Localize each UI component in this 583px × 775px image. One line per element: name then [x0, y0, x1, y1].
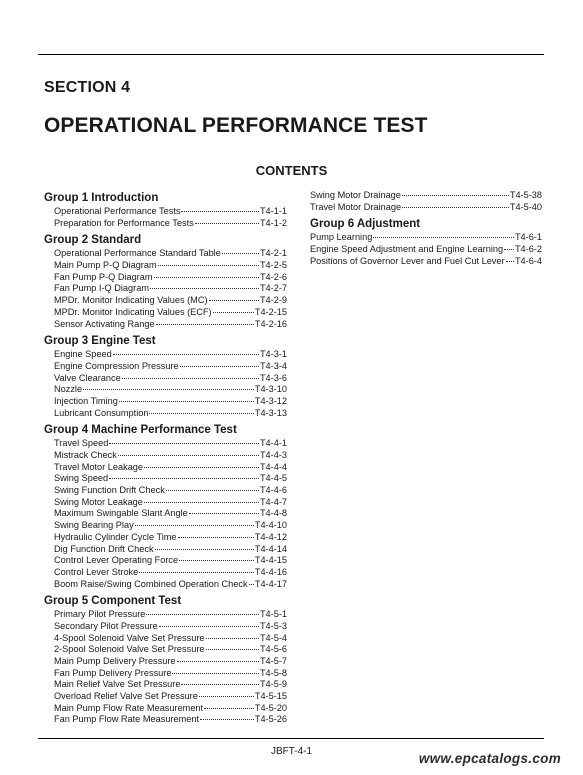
toc-entry-page: T4-3-13	[254, 407, 287, 418]
toc-entry[interactable]	[310, 244, 542, 256]
dot-leader	[154, 277, 259, 278]
toc-entry[interactable]	[44, 438, 287, 450]
toc-entry[interactable]	[44, 218, 287, 230]
toc-entry-page: T4-6-1	[514, 232, 542, 243]
dot-leader	[373, 237, 514, 238]
toc-entry-title: Hydraulic Cylinder Cycle Time	[54, 531, 177, 542]
toc-entry-title: Swing Bearing Play	[54, 520, 134, 531]
toc-entry-title: Swing Speed	[54, 473, 109, 484]
toc-entry[interactable]	[44, 485, 287, 497]
toc-entry-title: Positions of Governor Lever and Fuel Cut Lever	[310, 255, 505, 266]
toc-entry-page: T4-4-14	[254, 543, 287, 554]
dot-leader	[113, 354, 259, 355]
toc-entry-title: Swing Function Drift Check	[54, 485, 165, 496]
toc-entry-page: T4-4-15	[254, 555, 287, 566]
toc-entry[interactable]	[310, 202, 542, 214]
dot-leader	[109, 443, 259, 444]
dot-leader	[144, 502, 259, 503]
toc-entry-title: MPDr. Monitor Indicating Values (ECF)	[54, 306, 212, 317]
toc-entry-page: T4-2-16	[254, 318, 287, 329]
toc-entry[interactable]	[44, 567, 287, 579]
toc-entry-title: Injection Timing	[54, 395, 118, 406]
toc-entry-title: Secondary Pilot Pressure	[54, 620, 158, 631]
toc-entry-page: T4-4-3	[259, 450, 287, 460]
toc-entry-title: Travel Motor Drainage	[310, 201, 402, 212]
toc-entry-page: T4-5-20	[254, 702, 287, 713]
toc-entry-page: T4-2-1	[259, 248, 287, 259]
toc-entry-title: Main Pump P-Q Diagram	[54, 260, 157, 271]
toc-entry-title: Control Lever Operating Force	[54, 555, 179, 566]
toc-entry[interactable]	[44, 668, 287, 680]
toc-entry-title: Engine Speed	[54, 349, 112, 360]
toc-entry[interactable]	[44, 544, 287, 556]
toc-entry[interactable]	[44, 462, 287, 474]
dot-leader	[213, 312, 254, 313]
toc-entry-title: Swing Motor Leakage	[54, 496, 143, 507]
toc-column-right	[310, 190, 542, 267]
toc-entry-page: T4-2-9	[259, 295, 287, 306]
toc-entry-title: Fan Pump P-Q Diagram	[54, 271, 153, 282]
toc-entry-page: T4-4-6	[259, 485, 287, 496]
toc-entry-title: Operational Performance Standard Table	[54, 248, 221, 259]
dot-leader	[181, 684, 258, 685]
dot-leader	[149, 413, 253, 414]
toc-entry-page: T4-4-16	[254, 566, 287, 577]
toc-entry[interactable]	[44, 384, 287, 396]
group-title: Group 4 Machine Performance Test	[44, 424, 237, 437]
dot-leader	[189, 513, 259, 514]
toc-entry[interactable]	[44, 714, 287, 726]
toc-entry-page: T4-2-6	[259, 271, 287, 282]
toc-entry[interactable]	[44, 248, 287, 260]
toc-entry[interactable]	[44, 621, 287, 633]
toc-entry[interactable]	[44, 319, 287, 331]
dot-leader	[156, 324, 254, 325]
dot-leader	[139, 572, 254, 573]
toc-entry-title: Fan Pump I-Q Diagram	[54, 283, 149, 294]
toc-entry-page: T4-5-4	[259, 632, 287, 643]
dot-leader	[199, 696, 254, 697]
toc-entry[interactable]	[44, 609, 287, 621]
toc-entry-page: T4-5-8	[259, 667, 287, 678]
toc-entry-page: T4-3-4	[259, 360, 287, 371]
toc-entry-title: Main Pump Flow Rate Measurement	[54, 702, 204, 713]
toc-entry-page: T4-4-8	[259, 508, 287, 519]
toc-column-left	[44, 190, 287, 726]
dot-leader	[180, 366, 259, 367]
dot-leader	[249, 584, 254, 585]
section-label: SECTION 4	[44, 79, 131, 96]
toc-entry[interactable]	[44, 644, 287, 656]
toc-entry-title: 4-Spool Solenoid Valve Set Pressure	[54, 632, 205, 643]
group-title: Group 2 Standard	[44, 234, 142, 247]
toc-entry[interactable]	[310, 232, 542, 244]
toc-entry-title: MPDr. Monitor Indicating Values (MC)	[54, 295, 208, 306]
toc-entry-page: T4-5-38	[509, 190, 542, 200]
toc-entry-title: 2-Spool Solenoid Valve Set Pressure	[54, 644, 205, 655]
toc-entry-page: T4-4-10	[254, 520, 287, 531]
toc-entry-title: Travel Motor Leakage	[54, 461, 144, 472]
dot-leader	[204, 708, 254, 709]
toc-entry-page: T4-5-3	[259, 620, 287, 631]
dot-leader	[83, 389, 254, 390]
toc-entry-page: T4-4-5	[259, 473, 287, 484]
toc-entry[interactable]	[44, 450, 287, 462]
toc-entry-title: Valve Clearance	[54, 372, 121, 383]
toc-entry-page: T4-4-4	[259, 461, 287, 472]
toc-entry-title: Operational Performance Tests	[54, 206, 181, 216]
dot-leader	[166, 490, 259, 491]
dot-leader	[402, 207, 509, 208]
dot-leader	[172, 673, 259, 674]
toc-entry-page: T4-1-2	[259, 217, 287, 228]
dot-leader	[146, 614, 259, 615]
toc-entry-title: Fan Pump Flow Rate Measurement	[54, 714, 200, 725]
toc-entry[interactable]	[44, 349, 287, 361]
toc-entry[interactable]	[44, 396, 287, 408]
dot-leader	[159, 626, 259, 627]
toc-entry-page: T4-3-6	[259, 372, 287, 383]
toc-entry-title: Overload Relief Valve Set Pressure	[54, 691, 198, 702]
dot-leader	[155, 549, 254, 550]
toc-entry[interactable]	[44, 283, 287, 295]
toc-entry-title: Boom Raise/Swing Combined Operation Check	[54, 578, 248, 589]
group-title: Group 3 Engine Test	[44, 335, 156, 348]
dot-leader	[144, 467, 259, 468]
toc-entry[interactable]	[44, 555, 287, 567]
toc-entry-page: T4-2-7	[259, 283, 287, 294]
dot-leader	[177, 661, 259, 662]
toc-entry-title: Nozzle	[54, 384, 83, 395]
toc-entry-page: T4-5-15	[254, 691, 287, 702]
toc-entry[interactable]	[310, 256, 542, 268]
toc-entry-title: Engine Speed Adjustment and Engine Learning	[310, 244, 504, 255]
toc-entry-page: T4-3-12	[254, 395, 287, 406]
toc-entry[interactable]	[44, 532, 287, 544]
toc-entry[interactable]	[44, 473, 287, 485]
toc-entry-title: Control Lever Stroke	[54, 566, 139, 577]
toc-entry[interactable]	[44, 520, 287, 532]
toc-entry-title: Sensor Activating Range	[54, 318, 155, 329]
toc-entry-page: T4-5-9	[259, 679, 287, 690]
toc-entry-page: T4-1-1	[259, 206, 287, 216]
toc-entry-page: T4-4-17	[254, 578, 287, 589]
toc-entry-title: Fan Pump Delivery Pressure	[54, 667, 172, 678]
toc-entry[interactable]	[44, 656, 287, 668]
group-title: Group 1 Introduction	[44, 192, 159, 204]
toc-entry-page: T4-5-26	[254, 714, 287, 725]
dot-leader	[504, 249, 514, 250]
toc-entry-title: Travel Speed	[54, 438, 109, 449]
dot-leader	[179, 560, 254, 561]
dot-leader	[506, 261, 514, 262]
dot-leader	[122, 378, 259, 379]
toc-entry-page: T4-2-15	[254, 306, 287, 317]
contents-heading: CONTENTS	[255, 163, 328, 178]
dot-leader	[200, 719, 254, 720]
toc-entry-title: Pump Learning	[310, 232, 373, 243]
toc-entry[interactable]	[44, 508, 287, 520]
toc-entry-page: T4-3-10	[254, 384, 287, 395]
dot-leader	[222, 253, 259, 254]
footer-page-code: JBFT-4-1	[270, 746, 313, 757]
toc-entry-page: T4-5-7	[259, 656, 287, 666]
dot-leader	[209, 300, 259, 301]
dot-leader	[178, 537, 254, 538]
toc-entry-title: Engine Compression Pressure	[54, 360, 179, 371]
toc-entry-page: T4-3-1	[259, 349, 287, 360]
toc-entry[interactable]	[44, 633, 287, 645]
toc-entry-title: Preparation for Performance Tests	[54, 217, 194, 228]
toc-entry-page: T4-4-12	[254, 531, 287, 542]
toc-entry[interactable]	[44, 497, 287, 509]
toc-entry-page: T4-5-6	[259, 644, 287, 655]
page-title: OPERATIONAL PERFORMANCE TEST	[44, 114, 428, 137]
toc-entry[interactable]	[44, 361, 287, 373]
footer-rule	[38, 738, 544, 739]
dot-leader	[150, 288, 259, 289]
dot-leader	[206, 649, 259, 650]
toc-entry-page: T4-5-40	[509, 201, 542, 212]
dot-leader	[181, 211, 258, 212]
dot-leader	[119, 401, 254, 402]
toc-entry-title: Dig Function Drift Check	[54, 543, 154, 554]
dot-leader	[109, 478, 259, 479]
toc-entry-title: Mistrack Check	[54, 450, 117, 460]
top-rule	[38, 54, 544, 55]
toc-entry[interactable]	[44, 703, 287, 715]
toc-entry[interactable]	[44, 579, 287, 591]
toc-entry-title: Main Relief Valve Set Pressure	[54, 679, 181, 690]
toc-entry[interactable]	[44, 260, 287, 272]
dot-leader	[206, 638, 259, 639]
toc-entry-title: Main Pump Delivery Pressure	[54, 656, 176, 666]
toc-entry-title: Primary Pilot Pressure	[54, 609, 146, 620]
toc-entry[interactable]	[44, 272, 287, 284]
toc-entry-page: T4-6-2	[514, 244, 542, 255]
dot-leader	[158, 265, 259, 266]
toc-entry-title: Maximum Swingable Slant Angle	[54, 508, 188, 519]
toc-entry-title: Lubricant Consumption	[54, 407, 149, 418]
group-title: Group 5 Component Test	[44, 595, 182, 608]
toc-entry[interactable]	[44, 691, 287, 703]
toc-entry[interactable]	[44, 408, 287, 420]
dot-leader	[135, 525, 254, 526]
toc-entry-page: T4-4-1	[259, 438, 287, 449]
toc-entry-page: T4-4-7	[259, 496, 287, 507]
dot-leader	[118, 455, 259, 456]
toc-entry[interactable]	[44, 307, 287, 319]
toc-entry-page: T4-6-4	[514, 255, 542, 266]
toc-entry-page: T4-2-5	[259, 260, 287, 271]
dot-leader	[402, 195, 509, 196]
toc-entry[interactable]	[44, 295, 287, 307]
toc-entry-page: T4-5-1	[259, 609, 287, 620]
toc-entry[interactable]	[44, 679, 287, 691]
toc-entry[interactable]	[44, 373, 287, 385]
toc-entry[interactable]	[310, 190, 542, 202]
group-title: Group 6 Adjustment	[310, 218, 421, 231]
toc-entry[interactable]	[44, 206, 287, 218]
watermark-logo: www.epcatalogs.com	[418, 751, 561, 766]
toc-entry-title: Swing Motor Drainage	[310, 190, 401, 200]
dot-leader	[195, 223, 259, 224]
